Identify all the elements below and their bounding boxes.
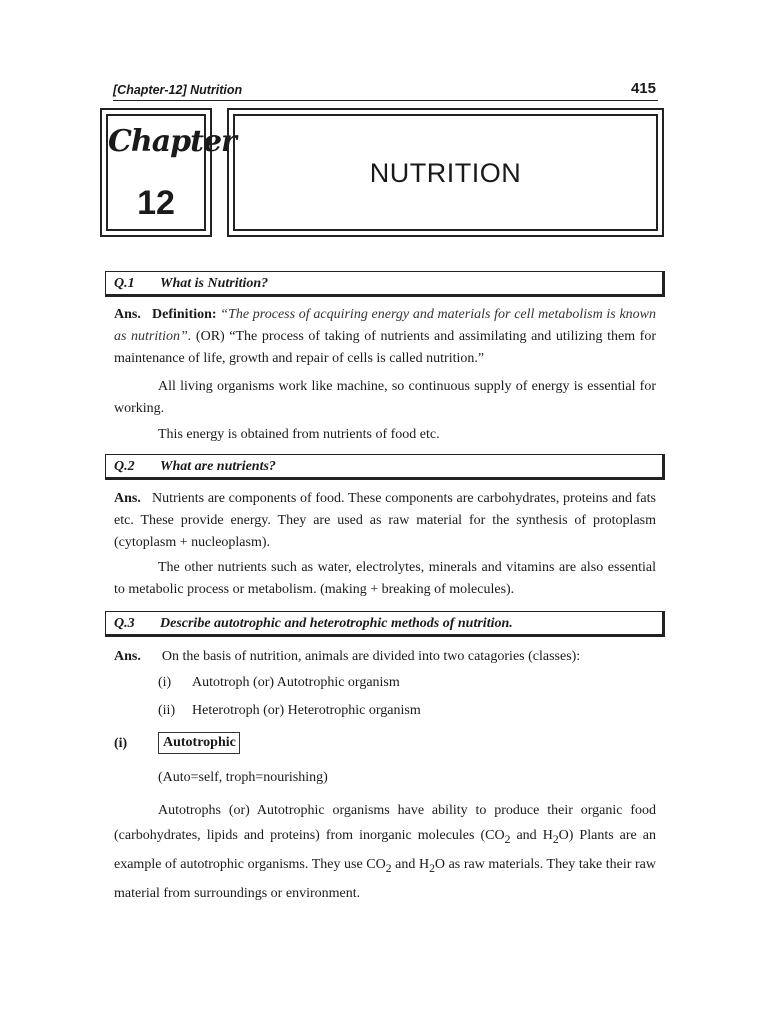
q2-paragraph-2: [114, 557, 656, 601]
question-bar-q2: [105, 454, 665, 480]
question-bar-q1: [105, 271, 665, 297]
definition-text: “The process of acquiring energy and materials for cell metabolism is known as nutrition”.: [114, 307, 656, 344]
paragraph-text: Nutrients are components of food. These components are carbohydrates, proteins and fats etc. These provide energy. They are used as raw material for the synthesis of protoplasm (cytoplasm + nucleoplasm).: [114, 491, 656, 550]
subscript: 2: [504, 832, 511, 846]
chapter-number-box-inner: [106, 114, 236, 231]
paragraph-text: This energy is obtained from nutrients of food etc.: [158, 427, 440, 442]
subscript: 2: [552, 832, 559, 846]
q1-paragraph-3: [114, 424, 656, 446]
answer-label: Ans.: [114, 649, 141, 664]
q2-answer: [114, 488, 656, 554]
list-item-number: (ii): [158, 703, 176, 718]
autotrophic-paragraph: [114, 798, 656, 906]
list-item-text: Autotroph (or) Autotrophic organism: [192, 675, 400, 690]
chapter-number: 12: [137, 184, 175, 222]
subscript: 2: [385, 861, 392, 875]
question-bar-q3: [105, 611, 665, 637]
autotrophic-meaning: (Auto=self, troph=nourishing): [158, 770, 328, 785]
chapter-script-word: Chapter: [108, 124, 236, 159]
paragraph-text: O) Plants are an example of autotrophic organisms. They use CO: [114, 828, 656, 872]
question-number: Q.3: [114, 616, 135, 631]
q1-paragraph-2: [114, 376, 656, 420]
paragraph-text: Autotrophs (or) Autotrophic organisms have ability to produce their organic food (carbohydrates, lipids and proteins) from inorganic molecules (CO: [114, 803, 656, 843]
paragraph-text: All living organisms work like machine, so continuous supply of energy is essential for working.: [114, 379, 656, 416]
answer-label: Ans.: [114, 491, 141, 506]
chapter-running-title: [Chapter-12] Nutrition: [113, 83, 243, 97]
paragraph-text: On the basis of nutrition, animals are divided into two catagories (classes):: [161, 649, 581, 664]
list-item-text: Heterotroph (or) Heterotrophic organism: [192, 703, 421, 718]
paragraph-text: and H: [391, 856, 430, 872]
list-item-number: (i): [158, 675, 172, 690]
question-text: What is Nutrition?: [160, 276, 269, 291]
definition-label: Definition:: [152, 307, 217, 322]
paragraph-text: O as raw materials. They take their raw material from surroundings or environment.: [114, 856, 657, 901]
question-text: Describe autotrophic and heterotrophic methods of nutrition.: [160, 616, 513, 631]
definition-alternative: (OR) “The process of taking of nutrients and assimilating and utilizing them for maintenance of life, growth and repair of cells is called nutrition.”: [114, 329, 657, 366]
section-title-box: Autotrophic: [158, 732, 240, 754]
list-item: [158, 703, 421, 719]
question-number: Q.1: [114, 276, 135, 291]
subscript: 2: [429, 861, 435, 875]
chapter-number-box: [100, 108, 236, 237]
list-item: [158, 675, 400, 691]
chapter-title-box: [227, 108, 664, 237]
answer-label: Ans.: [114, 307, 141, 322]
chapter-title: NUTRITION: [369, 158, 522, 188]
chapter-title-box-inner: [233, 114, 658, 231]
section-number: (i): [114, 736, 128, 751]
question-number: Q.2: [114, 459, 135, 474]
q1-answer: [114, 304, 656, 370]
q3-answer-intro: [114, 646, 656, 668]
paragraph-text: and H: [510, 828, 553, 843]
page-number: 415: [630, 80, 656, 97]
question-text: What are nutrients?: [160, 459, 276, 474]
paragraph-text: The other nutrients such as water, electrolytes, minerals and vitamins are also essential to metabolic process or metabolism. (making + breaking of molecules).: [114, 560, 656, 597]
running-header: [113, 80, 658, 101]
